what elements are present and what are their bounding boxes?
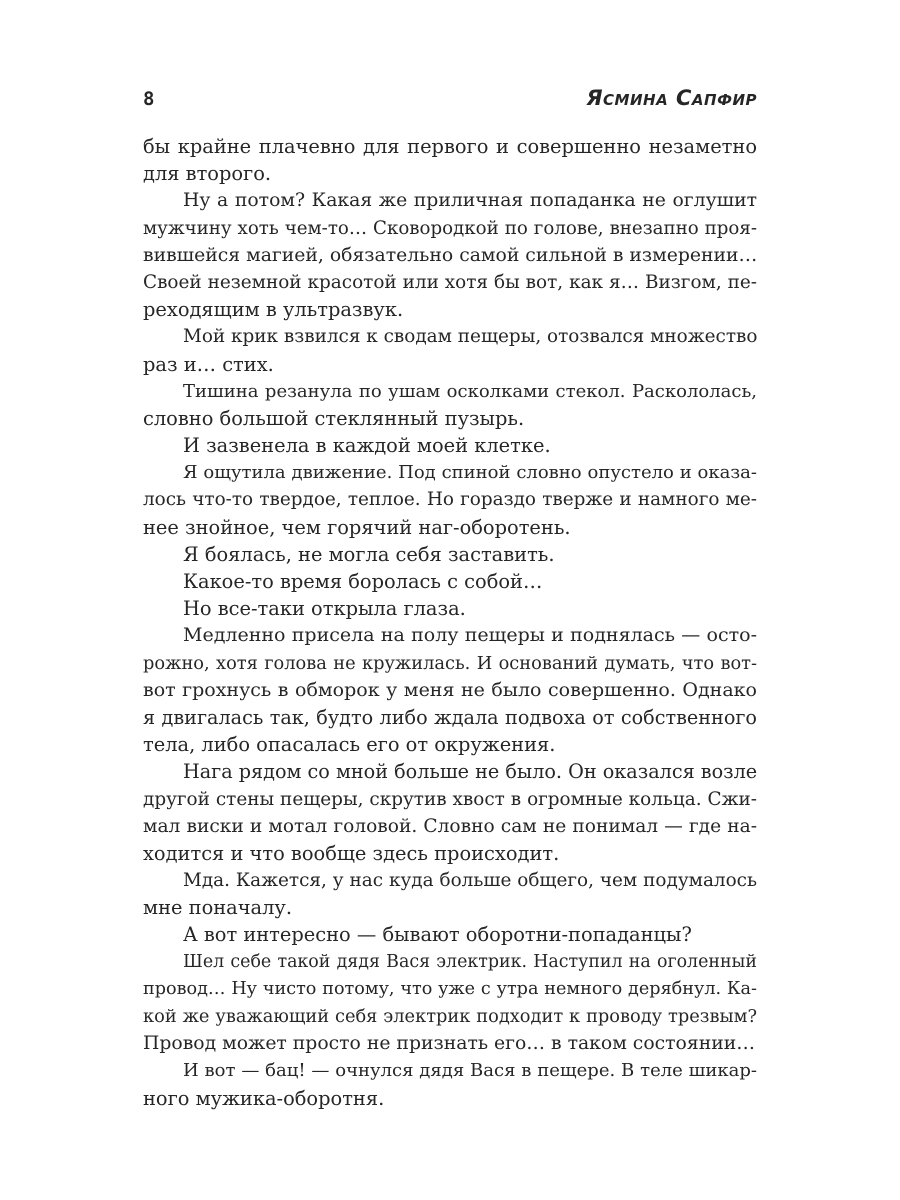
text-line: Я боялась, не могла себя заставить.	[183, 542, 555, 566]
text-line: ходится и что вообще здесь происходит.	[143, 841, 560, 865]
text-line: другой стены пещеры, скрутив хвост в огромные кольца. Сжи-	[143, 788, 757, 810]
text-line: А вот интересно — бывают оборотни-попаданцы?	[183, 923, 692, 947]
page-header	[143, 86, 757, 114]
text-line: Провод может просто не признать его… в таком состоянии…	[143, 1033, 756, 1055]
text-line: И зазвенела в каждой моей клетке.	[183, 434, 551, 458]
text-line: Нага рядом со мной больше не было. Он оказался возле	[183, 760, 758, 784]
text-line: для второго.	[143, 162, 272, 186]
text-line: ного мужика-оборотня.	[143, 1086, 385, 1110]
text-line: Медленно присела на полу пещеры и поднялась — осто-	[183, 624, 757, 647]
text-line: вот грохнусь в обморок у меня не было совершенно. Однако	[143, 678, 757, 701]
text-line: Мой крик взвился к сводам пещеры, отозвался множество	[183, 326, 758, 348]
text-line: мал виски и мотал головой. Словно сам не понимал — где на-	[143, 815, 757, 837]
text-line: Я ощутила движение. Под спиной словно опустело и оказа-	[183, 462, 757, 484]
text-line: Тишина резанула по ушам осколками стекол. Раскололась,	[183, 380, 757, 402]
body-text	[143, 133, 757, 1112]
text-line: мне поначалу.	[143, 896, 292, 920]
text-line: бы крайне плачевно для первого и совершенно незаметно	[143, 135, 757, 158]
text-line: я двигалась так, будто либо ждала подвоха от собственного	[143, 705, 757, 729]
page-number: 8	[143, 88, 155, 110]
text-line: реходящим в ультразвук.	[143, 298, 404, 322]
text-line: тела, либо опасалась его от окружения.	[143, 733, 556, 757]
text-line: Мда. Кажется, у нас куда больше общего, чем подумалось	[183, 870, 757, 892]
text-line: Ну а потом? Какая же приличная попаданка не оглушит	[183, 190, 757, 212]
text-line: кой же уважающий себя электрик подходит к проводу трезвым?	[143, 1006, 757, 1027]
text-line: рожно, хотя голова не кружилась. И оснований думать, что вот-	[143, 652, 757, 674]
text-line: провод… Ну чисто потому, что уже с утра немного дерябнул. Ка-	[143, 978, 757, 999]
text-line: словно большой стеклянный пузырь.	[143, 406, 525, 430]
text-line: Шел себе такой дядя Вася электрик. Наступил на оголенный	[183, 951, 757, 972]
text-line: Какое-то время боролась с собой…	[183, 570, 543, 593]
text-line: лось что-то твердое, теплое. Но гораздо тверже и намного ме-	[143, 489, 757, 511]
text-line: вившейся магией, обязательно самой сильной в измерении…	[143, 244, 758, 266]
text-line: Своей неземной красотой или хотя бы вот, как я… Визгом, пе-	[143, 271, 757, 293]
text-line: И вот — бац! — очнулся дядя Вася в пещере. В теле шикар-	[183, 1060, 757, 1082]
text-line: Но все-таки открыла глаза.	[183, 597, 466, 621]
running-head-author: Ясмина Сапфир	[586, 86, 757, 110]
text-line: мужчину хоть чем-то… Сковородкой по голове, внезапно проя-	[143, 217, 757, 239]
text-line: раз и… стих.	[143, 352, 274, 376]
text-line: нее знойное, чем горячий наг-оборотень.	[143, 515, 571, 539]
